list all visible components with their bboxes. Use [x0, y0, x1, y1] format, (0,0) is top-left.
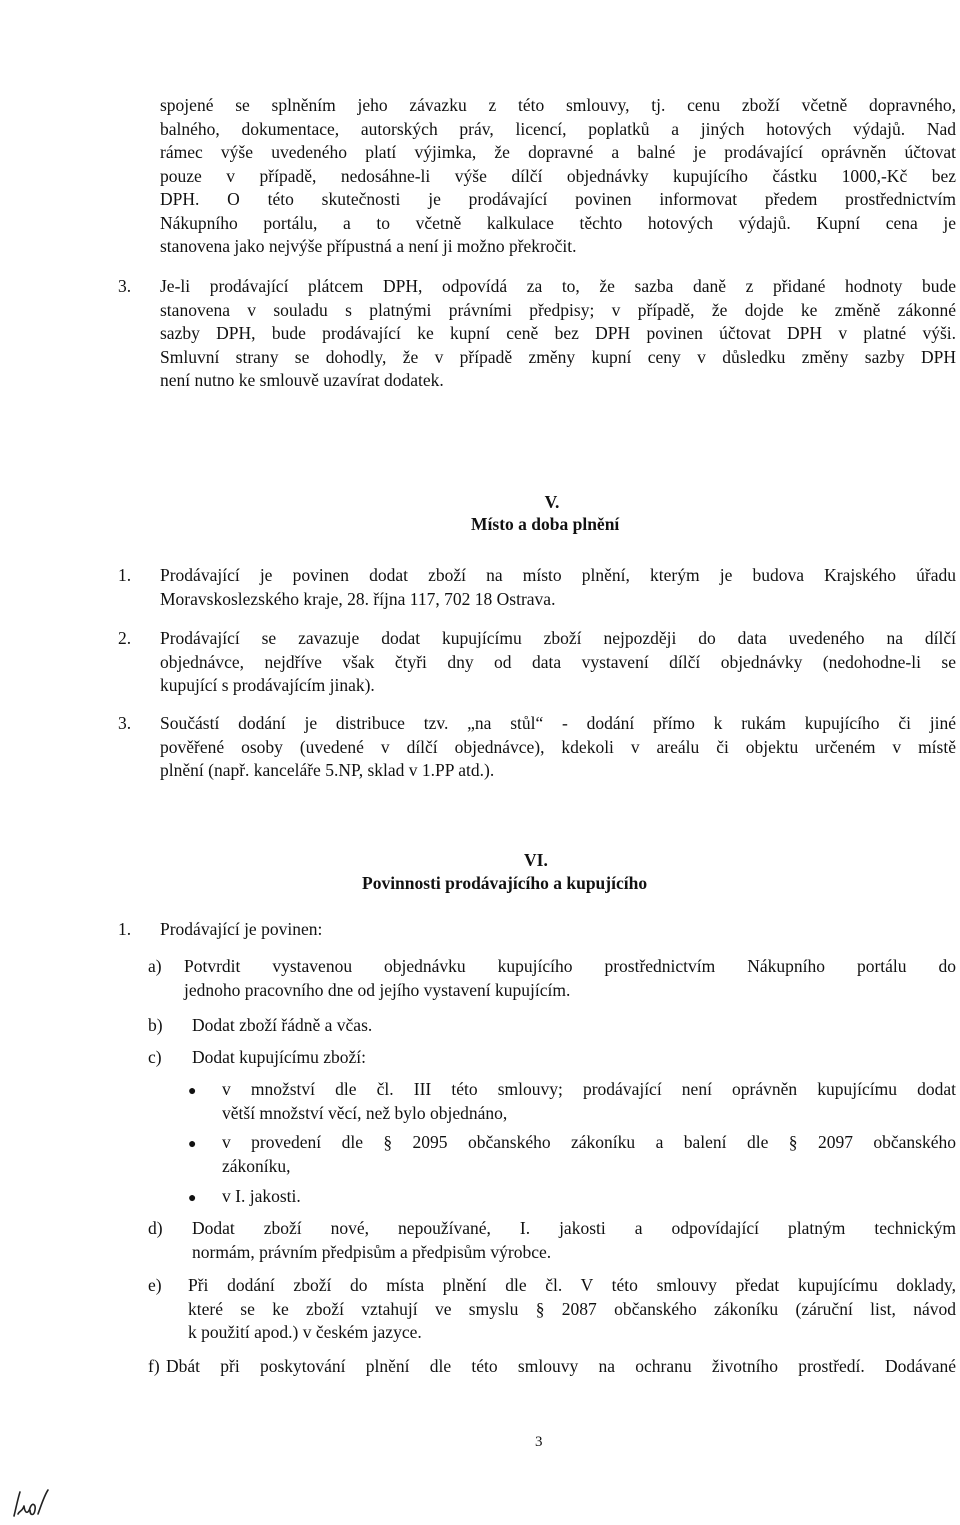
text-line: v množství dle čl. III této smlouvy; prodávající není oprávněn kupujícímu dodat — [222, 1079, 956, 1099]
list-letter: a) — [148, 956, 162, 976]
obligation-f — [166, 1355, 956, 1379]
text-line: Potvrdit vystavenou objednávku kupujícího prostřednictvím Nákupního portálu do — [184, 956, 956, 976]
bullet-item — [222, 1131, 956, 1178]
text-line: pověřené osoby (uvedené v dílčí objednávce), kdekoli v areálu či objektu určeném v místě — [160, 736, 956, 757]
text-line: stanovena v souladu s platnými právními předpisy; v případě, že dojde ke změně zákonné — [160, 299, 956, 320]
text-line: Smluvní strany se dohodly, že v případě změny kupní ceny v důsledku změny sazby DPH — [160, 346, 956, 367]
text-line: Dodat kupujícímu zboží: — [192, 1047, 366, 1067]
section-numeral: V. — [544, 492, 560, 512]
bullet-icon: ● — [188, 1191, 197, 1206]
vat-paragraph — [160, 275, 956, 393]
item-number: 3. — [118, 713, 132, 733]
item-number: 1. — [118, 565, 132, 585]
text-line: zákoníku, — [222, 1155, 291, 1176]
section-title: Povinnosti prodávajícího a kupujícího — [362, 873, 648, 893]
bullet-icon: ● — [188, 1137, 197, 1152]
text-line: balného, dokumentace, autorských práv, licencí, poplatků a jiných hotových výdajů. Nad — [160, 118, 956, 139]
text-line: Dbát při poskytování plnění dle této smlouvy na ochranu životního prostředí. Dodávané — [166, 1356, 956, 1376]
text-line: Při dodání zboží do místa plnění dle čl. V této smlouvy předat kupujícímu doklady, — [188, 1275, 956, 1295]
text-line: které se ke zboží vztahují ve smyslu § 2087 občanského zákoníku (záruční list, návod — [188, 1298, 956, 1319]
delivery-time-paragraph — [160, 627, 956, 698]
list-letter: d) — [148, 1218, 163, 1238]
text-line: sazby DPH, bude prodávající ke kupní ceně bez DPH povinen účtovat DPH v platné výši. — [160, 323, 956, 343]
intro-paragraph — [160, 94, 956, 259]
text-line: DPH. O této skutečnosti je prodávající povinen informovat předem prostřednictvím — [160, 189, 956, 209]
text-line: Prodávající se zavazuje dodat kupujícímu zboží nejpozději do data uvedeného na dílčí — [160, 628, 956, 648]
text-line: Je-li prodávající plátcem DPH, odpovídá za to, že sazba daně z přidané hodnoty bude — [160, 276, 956, 296]
text-line: pouze v případě, nedosáhne-li výše dílčí objednávky kupujícího částku 1000,-Kč bez — [160, 165, 956, 186]
text-line: větší množství věcí, než bylo objednáno, — [222, 1102, 508, 1123]
page-number: 3 — [535, 1434, 543, 1450]
list-letter: b) — [148, 1015, 163, 1035]
text-line: Součástí dodání je distribuce tzv. „na stůl“ - dodání přímo k rukám kupujícího či jiné — [160, 713, 956, 733]
text-line: kupující s prodávajícím jinak). — [160, 675, 375, 695]
bullet-item — [222, 1185, 956, 1209]
text-line: Nákupního portálu, a to včetně kalkulace těchto hotových výdajů. Kupní cena je — [160, 212, 956, 233]
text-line: stanovena jako nejvýše přípustná a není ji možno překročit. — [160, 236, 577, 256]
section-title: Místo a doba plnění — [471, 514, 620, 534]
item-number: 2. — [118, 628, 132, 648]
obligation-a — [184, 955, 956, 1002]
obligation-d — [192, 1217, 956, 1264]
bullet-item — [222, 1078, 956, 1125]
seller-obligations-intro: Prodávající je povinen: — [160, 919, 323, 939]
obligation-e — [188, 1274, 956, 1345]
text-line: plnění (např. kanceláře 5.NP, sklad v 1.PP atd.). — [160, 760, 495, 780]
bullet-icon: ● — [188, 1084, 197, 1099]
text-line: Dodat zboží nové, nepoužívané, I. jakosti a odpovídající platným technickým — [192, 1218, 956, 1238]
text-line: v provedení dle § 2095 občanského zákoníku a balení dle § 2097 občanského — [222, 1132, 956, 1152]
text-line: v I. jakosti. — [222, 1186, 301, 1206]
text-line: není nutno ke smlouvě uzavírat dodatek. — [160, 370, 444, 390]
item-number: 3. — [118, 276, 132, 296]
list-letter: e) — [148, 1275, 162, 1295]
text-line: rámec výše uvedeného platí výjimka, že dopravné a balné je prodávající oprávněn účtovat — [160, 142, 956, 162]
text-line: normám, právním předpisům a předpisům výrobce. — [192, 1241, 552, 1262]
place-of-delivery-paragraph — [160, 564, 956, 611]
obligation-b — [192, 1014, 956, 1038]
distribution-paragraph — [160, 712, 956, 783]
section-numeral: VI. — [524, 850, 548, 870]
text-line: spojené se splněním jeho závazku z této smlouvy, tj. cenu zboží včetně dopravného, — [160, 95, 956, 115]
handwritten-initials — [8, 1486, 52, 1522]
text-line: jednoho pracovního dne od jejího vystavení kupujícím. — [184, 979, 571, 1000]
text-line: k použití apod.) v českém jazyce. — [188, 1322, 422, 1342]
text-line: Prodávající je povinen dodat zboží na místo plnění, kterým je budova Krajského úřadu — [160, 565, 956, 585]
list-letter: c) — [148, 1047, 162, 1067]
item-number: 1. — [118, 919, 132, 939]
text-line: Dodat zboží řádně a včas. — [192, 1015, 373, 1035]
text-line: Moravskoslezského kraje, 28. října 117, 702 18 Ostrava. — [160, 588, 556, 609]
text-line: objednávce, nejdříve však čtyři dny od data vystavení dílčí objednávky (nedohodne-li se — [160, 651, 956, 672]
obligation-c — [192, 1046, 956, 1070]
list-letter: f) — [148, 1356, 160, 1376]
